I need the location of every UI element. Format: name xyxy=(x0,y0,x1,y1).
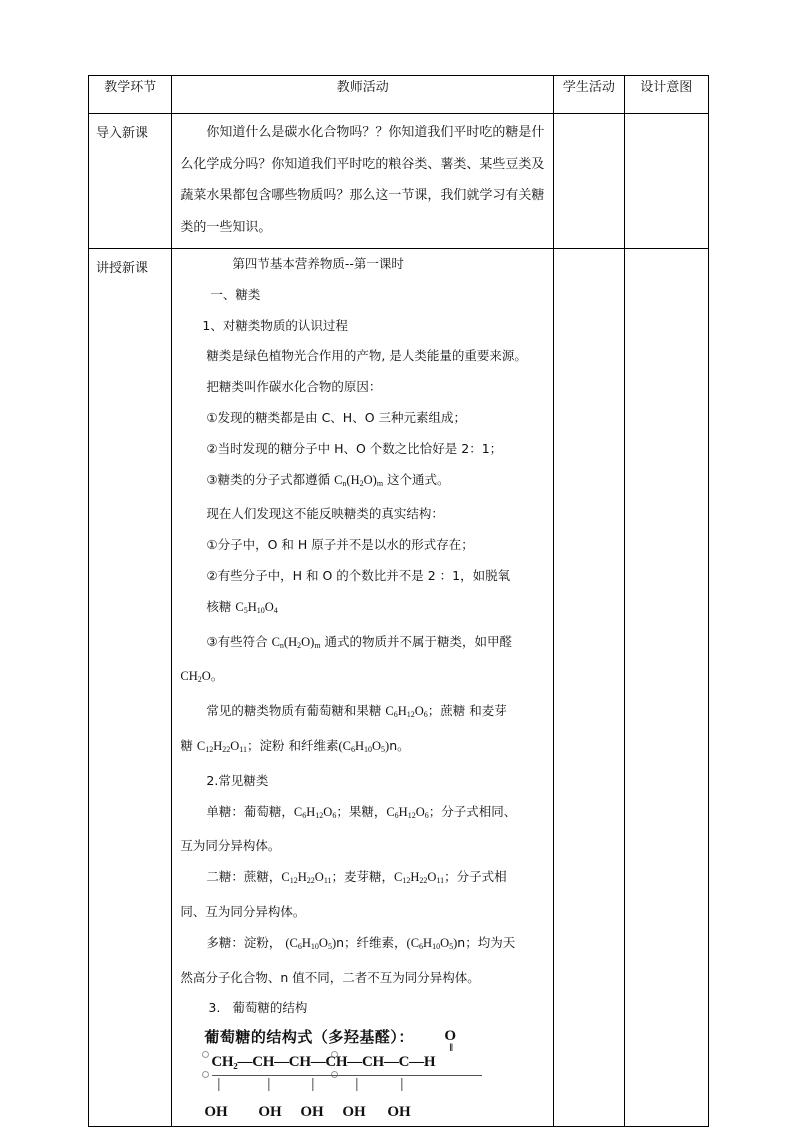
di-a: 二糖：蔗糖， xyxy=(206,869,282,885)
hydroxyl-1: OH xyxy=(204,1104,228,1121)
common-b-text: 糖 xyxy=(180,737,197,753)
note-1: ①分子中，O 和 H 原子并不是以水的形式存在； xyxy=(206,537,474,553)
heading-sugars: 一、糖类 xyxy=(210,286,261,302)
formula-general-2: $C_n(H_2O)_m$ xyxy=(271,634,321,650)
poly-c: n；均为天 xyxy=(457,934,516,950)
lecture-cell xyxy=(172,249,554,1127)
student-cell-lecture xyxy=(554,249,624,1127)
reason-3-text: ③糖类的分子式都遵循 xyxy=(206,471,335,487)
reason-3-tail: 这个通式。 xyxy=(383,471,450,487)
di-line-b: 同、互为同分异构体。 xyxy=(180,903,306,919)
di-b: ；麦芽糖， xyxy=(331,869,395,885)
table-row-intro xyxy=(89,114,709,249)
common-mid: ；蔗糖 和麦芽 xyxy=(427,703,507,719)
mono-c: ；分子式相同、 xyxy=(428,803,517,819)
formula-starch: $(C_6H_{10}O_5)$ xyxy=(285,935,337,951)
header-cell-intent: 设计意图 xyxy=(624,76,708,114)
formula-formaldehyde: $CH_2O$ xyxy=(180,669,211,685)
heading-common-sugars: 2.常见糖类 xyxy=(206,772,269,788)
formula-maltose: $C_{12}H_{22}O_{11}$ xyxy=(394,870,445,886)
bond-2: | xyxy=(267,1076,271,1093)
mono-line-b: 互为同分异构体。 xyxy=(180,838,281,854)
heading-recognition: 1、对糖类物质的认识过程 xyxy=(202,317,348,333)
intro-text: 你知道什么是碳水化合物吗？？你知道我们平时吃的糖是什么化学成分吗？你知道我们平时吃的粮谷类、薯类、某些豆类及蔬菜水果都包含哪些物质吗？那么这一节课，我们就学习有关糖类的一些知识。 xyxy=(180,125,545,235)
heading-number: 3. xyxy=(208,1000,221,1016)
note-3 xyxy=(180,627,545,662)
formula-sucrose: $C_{12}H_{22}O_{11}$ xyxy=(196,738,247,754)
heading-glucose-structure xyxy=(180,993,545,1024)
note-3b-tail: 。 xyxy=(210,668,224,684)
selection-handle xyxy=(202,1051,209,1058)
glucose-structure-figure xyxy=(180,1026,545,1126)
note-3b xyxy=(180,661,545,696)
table-header-row xyxy=(89,76,709,114)
common-b-mid: ；淀粉 和纤维素 xyxy=(246,737,339,753)
formula-general: $C_n(H_2O)_m$ xyxy=(334,472,384,488)
common-b-tail: n。 xyxy=(389,737,410,753)
di-c: ；分子式相 xyxy=(444,869,507,885)
hydroxyl-5: OH xyxy=(387,1104,411,1121)
heading-glucose-text: 葡萄糖的结构 xyxy=(232,1000,308,1016)
poly-line-b: 然高分子化合物、n 值不同，二者不互为同分异构体。 xyxy=(180,969,480,985)
mono-b: ；果糖， xyxy=(336,803,387,819)
chain-underline xyxy=(212,1075,482,1076)
formula-cellulose-2: $(C_6H_{10}O_5)$ xyxy=(406,935,458,951)
hydroxyl-2: OH xyxy=(258,1104,282,1121)
intro-cell xyxy=(172,114,554,249)
poly-line xyxy=(180,928,545,963)
reason-title: 把糖类叫作碳水化合物的原因： xyxy=(206,379,382,395)
bond-1: | xyxy=(217,1076,221,1093)
bond-3: | xyxy=(311,1076,315,1093)
formula-glucose-2: $C_6H_{12}O_6$ xyxy=(293,804,337,820)
double-bond-mark: ‖ xyxy=(449,1042,453,1055)
header-cell-stage: 教学环节 xyxy=(89,76,172,114)
poly-b: n；纤维素， xyxy=(336,934,407,950)
note-3-tail: 通式的物质并不属于糖类，如甲醛 xyxy=(320,633,513,649)
hydroxyl-3: OH xyxy=(300,1104,324,1121)
note-2: ②有些分子中，H 和 O 的个数比并不是 2 ：1，如脱氧 xyxy=(206,567,511,583)
carbon-chain: CH₂—CH—CH—CH—CH—C—H xyxy=(211,1054,436,1071)
bond-4: | xyxy=(355,1076,359,1093)
mono-a: 单糖：葡萄糖， xyxy=(206,803,294,819)
selection-handle xyxy=(202,1071,209,1078)
table-row-lecture xyxy=(89,249,709,1127)
lesson-plan-table xyxy=(88,75,709,1127)
paragraph-photosynthesis: 糖类是绿色植物光合作用的产物, 是人类能量的重要来源。 xyxy=(206,348,527,364)
structure-title: 葡萄糖的结构式（多羟基醛）： xyxy=(204,1028,414,1047)
mono-line xyxy=(180,797,545,832)
common-sugars-b xyxy=(180,731,545,766)
intent-cell-lecture xyxy=(624,249,708,1127)
common-sugars xyxy=(180,696,545,731)
note-2b xyxy=(180,592,545,627)
bond-5: | xyxy=(400,1076,404,1093)
note-3-text: ③有些符合 xyxy=(206,633,272,649)
carbonyl-oxygen: O xyxy=(444,1028,457,1045)
header-cell-student: 学生活动 xyxy=(554,76,624,114)
hydroxyl-4: OH xyxy=(342,1104,366,1121)
note-2b-text: 核糖 xyxy=(206,598,236,614)
reason-1: ①发现的糖类都是由 C、H、O 三种元素组成； xyxy=(206,409,467,425)
di-line xyxy=(180,862,545,897)
formula-fructose: $C_6H_{12}O_6$ xyxy=(386,804,429,820)
formula-cellulose: $(C_6H_{10}O_5)$ xyxy=(338,738,390,754)
reason-2: ②当时发现的糖分子中 H、O 个数之比恰好是 2：1； xyxy=(206,440,503,456)
stage-cell-lecture: 讲授新课 xyxy=(89,249,172,1127)
student-cell-intro xyxy=(554,114,624,249)
formula-glucose: $C_6H_{12}O_6$ xyxy=(385,704,428,720)
common-text: 常见的糖类物质有葡萄糖和果糖 xyxy=(206,703,386,719)
poly-a: 多糖：淀粉， xyxy=(206,934,286,950)
intent-cell-intro xyxy=(624,114,708,249)
now-title: 现在人们发现这不能反映糖类的真实结构： xyxy=(206,506,444,522)
formula-deoxyribose: $C_5H_{10}O_4$ xyxy=(235,599,278,615)
reason-3 xyxy=(180,465,545,500)
formula-sucrose-2: $C_{12}H_{22}O_{11}$ xyxy=(281,870,332,886)
header-cell-teacher: 教师活动 xyxy=(172,76,554,114)
stage-cell-intro: 导入新课 xyxy=(89,114,172,249)
section-title: 第四节基本营养物质--第一课时 xyxy=(232,256,404,271)
